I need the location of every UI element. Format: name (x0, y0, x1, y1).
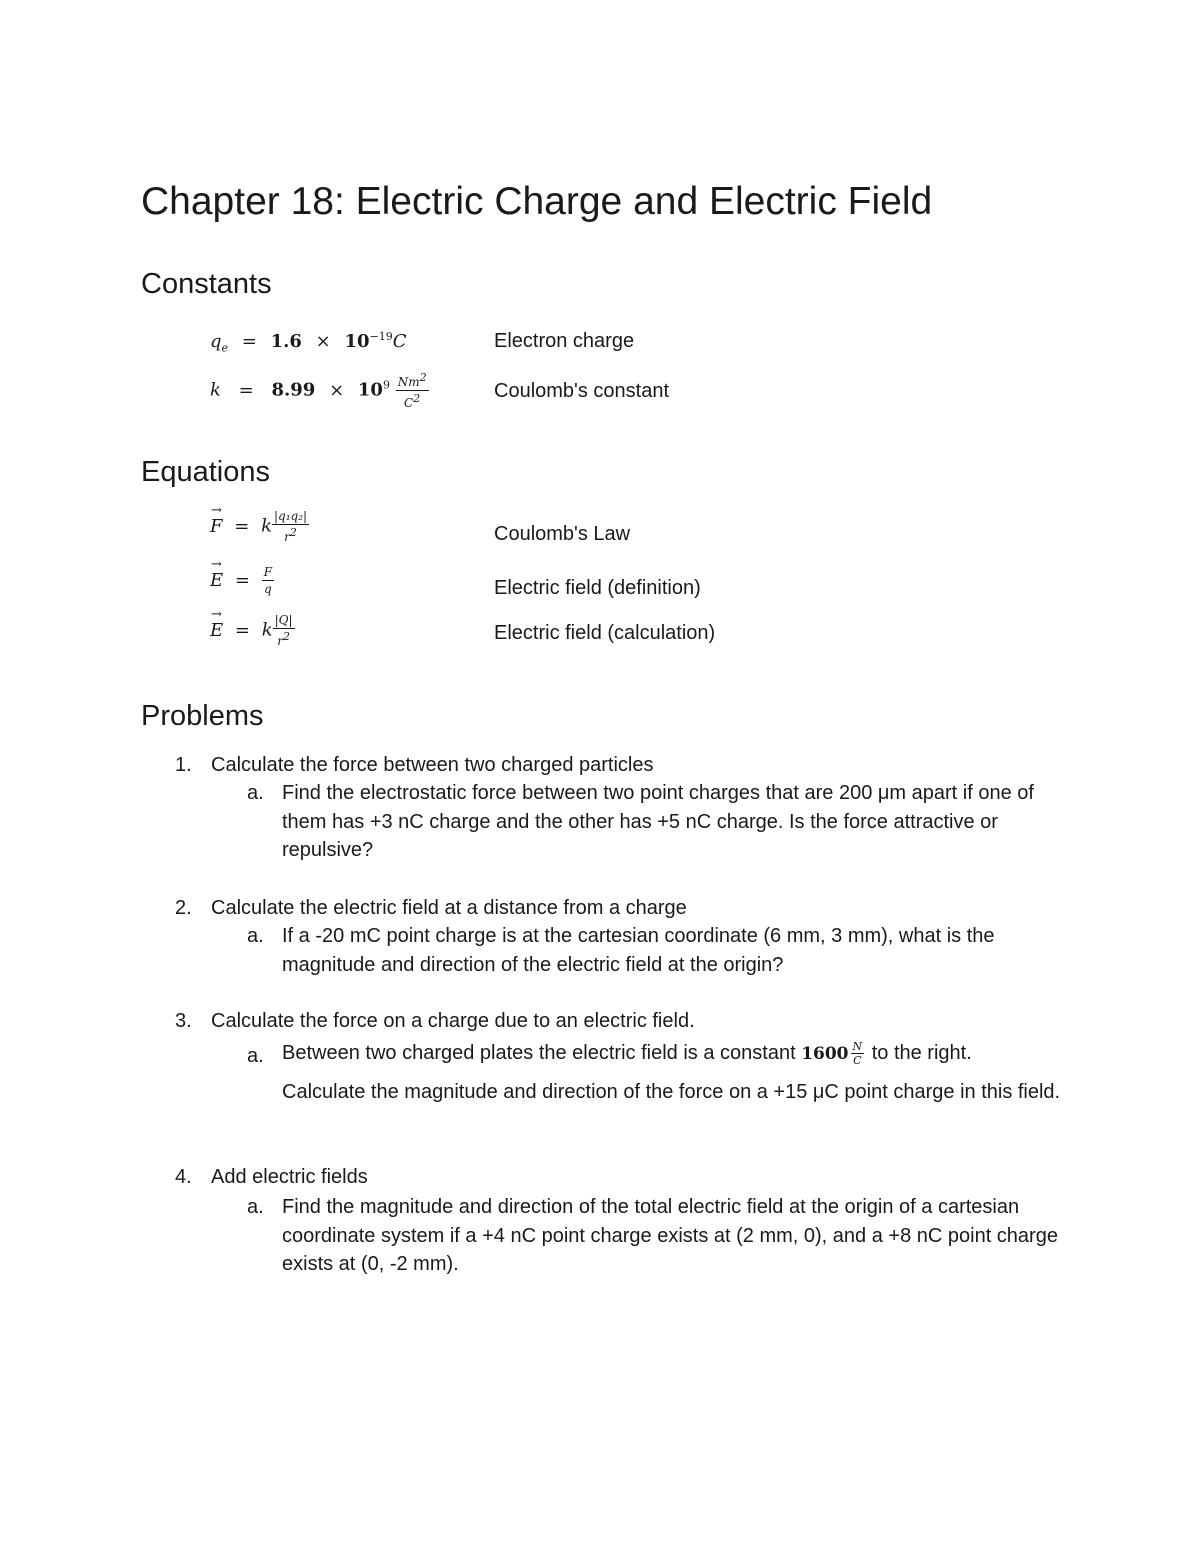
coulomb-constant-label: Coulomb's constant (494, 380, 670, 402)
problems-heading: Problems (141, 700, 264, 732)
field-unit-fraction: $\frac{N}{C}$ (852, 1040, 863, 1068)
electron-charge-formula: $q_e = 1.6 \times 10^{-19}C$ (210, 330, 407, 355)
page-title: Chapter 18: Electric Charge and Electric Field (141, 180, 933, 223)
electron-charge-label: Electron charge (494, 330, 635, 352)
equation-coulombs-law (0, 508, 1200, 564)
document-page: Chapter 18: Electric Charge and Electric Field Constants $q_e = 1.6 \times 10^{-19}C$ Electron charge $k = 8.99 \times 10^9$ $\frac{Nm^2}{C^2}$ Coulomb's constant Equations → F = k $\frac{\text{|q₁q₂|}}{r^2}$ Coulomb's Law → E = $\frac{F}{q}$ Electric field (definition) → E = k $\frac{|Q|}{r^2}$ Electric field (calculation) Problems 1. Calculate the force between two charged particles a. Find the electrostatic force between two point charges that are 200 μm apart if one of them has +3 nC charge and the other has +5 nC charge. Is the force attractive or repulsive? 2. Calculate the electric field at a distance from a charge a. If a -20 mC point charge is at the cartesian coordinate (6 mm, 3 mm), what is the magnitude and direction of the electric field at the origin? 3. Calculate the force on a charge due to an electric field. a. Between two charged plates the electric field is a constant 1600 $\frac{N}{C}$ to the right. Calculate the magnitude and direction of the force on a +15 μC point charge in this field. 4. Add electric fields a. Find the magnitude and direction of the total electric field at the origin of a cartesian coordinate system if a +4 nC point charge exists at (2 mm, 0), and a +8 nC point charge exists at (0, -2 mm). (0, 0, 1200, 1553)
field-calculation-formula: → E = k $\frac{|Q|}{r^2}$ (210, 614, 295, 647)
coulomb-unit-fraction: $\frac{Nm^2}{C^2}$ (397, 371, 427, 410)
coulomb-constant-formula: $k = 8.99 \times 10^9$ $\frac{Nm^2}{C^2}$ (210, 371, 427, 410)
field-definition-formula: → E = $\frac{F}{q}$ (210, 566, 274, 595)
equation-field-calculation (0, 612, 1200, 668)
coulombs-law-label: Coulomb's Law (494, 523, 631, 545)
equations-heading: Equations (141, 456, 270, 488)
field-definition-label: Electric field (definition) (494, 577, 701, 599)
constants-heading: Constants (141, 268, 272, 300)
problem-3a-line: Between two charged plates the electric field is a constant 1600 $\frac{N}{C}$ to the right. (282, 1040, 972, 1068)
field-calculation-label: Electric field (calculation) (494, 622, 716, 644)
coulombs-law-formula: → F = k $\frac{\text{|q₁q₂|}}{r^2}$ (210, 510, 309, 543)
constant-coulomb (0, 370, 1200, 426)
